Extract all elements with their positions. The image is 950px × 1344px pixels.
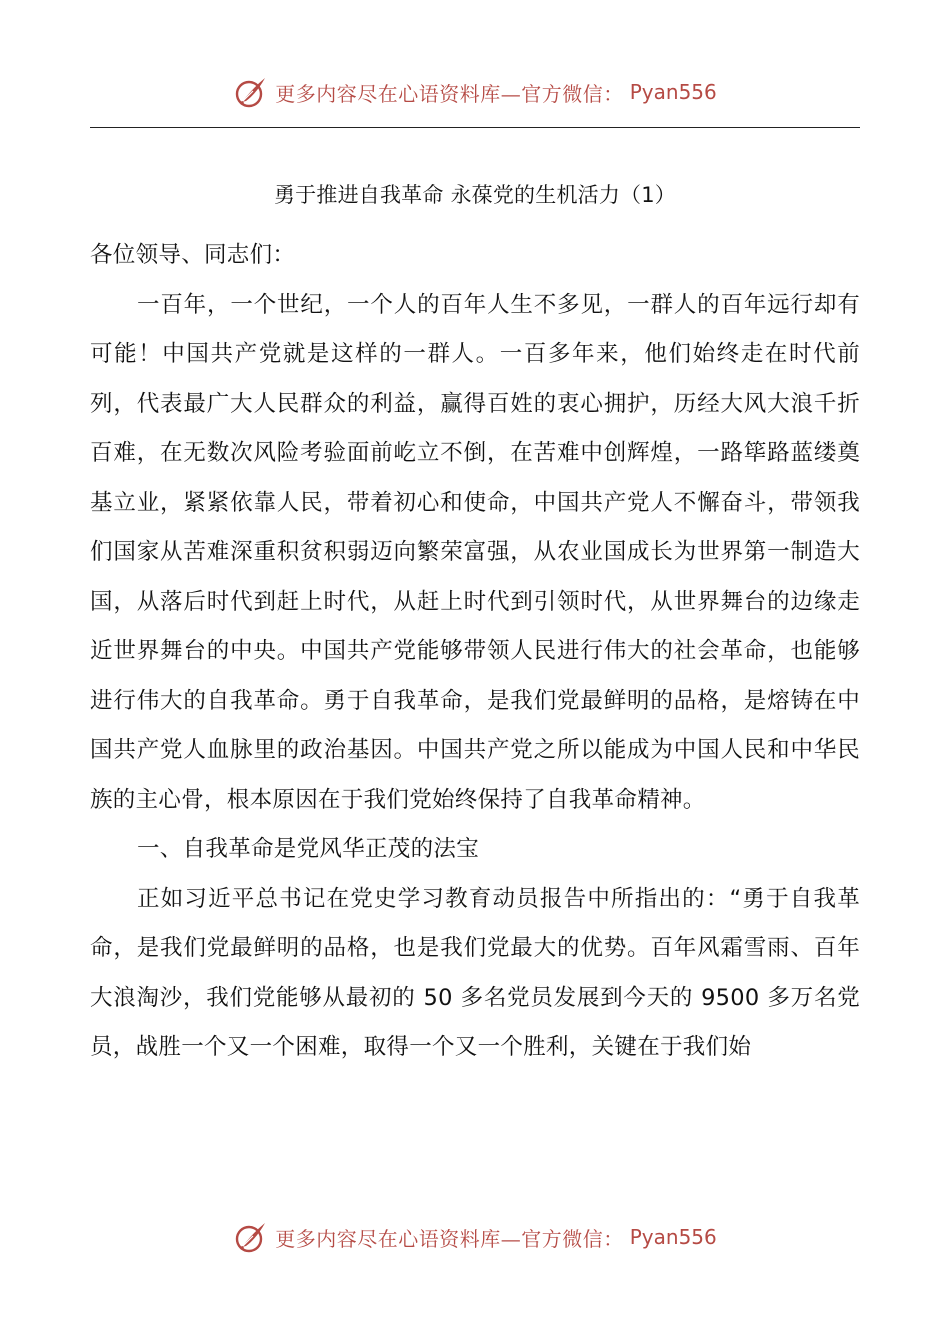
wechat-id: Pyan556: [629, 1225, 717, 1249]
quill-pen-logo-icon: [233, 74, 269, 110]
document-body: [90, 231, 860, 1073]
footer-banner: [0, 1215, 950, 1259]
header-banner: [0, 70, 950, 114]
header-divider: [90, 127, 860, 128]
banner-text: 更多内容尽在心语资料库—官方微信：: [275, 1226, 624, 1251]
document-title: 勇于推进自我革命 永葆党的生机活力（1）: [273, 183, 677, 207]
quill-pen-logo-icon: [233, 1219, 269, 1255]
salutation: 各位领导、同志们：: [90, 242, 296, 268]
banner-text: 更多内容尽在心语资料库—官方微信：: [275, 81, 624, 106]
paragraph: 正如习近平总书记在党史学习教育动员报告中所指出的：“勇于自我革命，是我们党最鲜明的品格，也是我们党最大的优势。百年风霜雪雨、百年大浪淘沙，我们党能够从最初的 50 多名党员发展到今天的 9500 多万名党员，战胜一个又一个困难，取得一个又一个胜利，关键在于我们始: [90, 885, 860, 1060]
wechat-id: Pyan556: [629, 80, 717, 104]
paragraph: 一百年，一个世纪，一个人的百年人生不多见，一群人的百年远行却有可能！中国共产党就是这样的一群人。一百多年来，他们始终走在时代前列，代表最广大人民群众的利益，赢得百姓的衷心拥护，历经大风大浪千折百难，在无数次风险考验面前屹立不倒，在苦难中创辉煌，一路筚路蓝缕奠基立业，紧紧依靠人民，带着初心和使命，中国共产党人不懈奋斗，带领我们国家从苦难深重积贫积弱迈向繁荣富强，从农业国成长为世界第一制造大国，从落后时代到赶上时代，从赶上时代到引领时代，从世界舞台的边缘走近世界舞台的中央。中国共产党能够带领人民进行伟大的社会革命，也能够进行伟大的自我革命。勇于自我革命，是我们党最鲜明的品格，是熔铸在中国共产党人血脉里的政治基因。中国共产党之所以能成为中国人民和中华民族的主心骨，根本原因在于我们党始终保持了自我革命精神。: [90, 291, 860, 813]
section-heading: 一、自我革命是党风华正茂的法宝: [137, 836, 480, 862]
